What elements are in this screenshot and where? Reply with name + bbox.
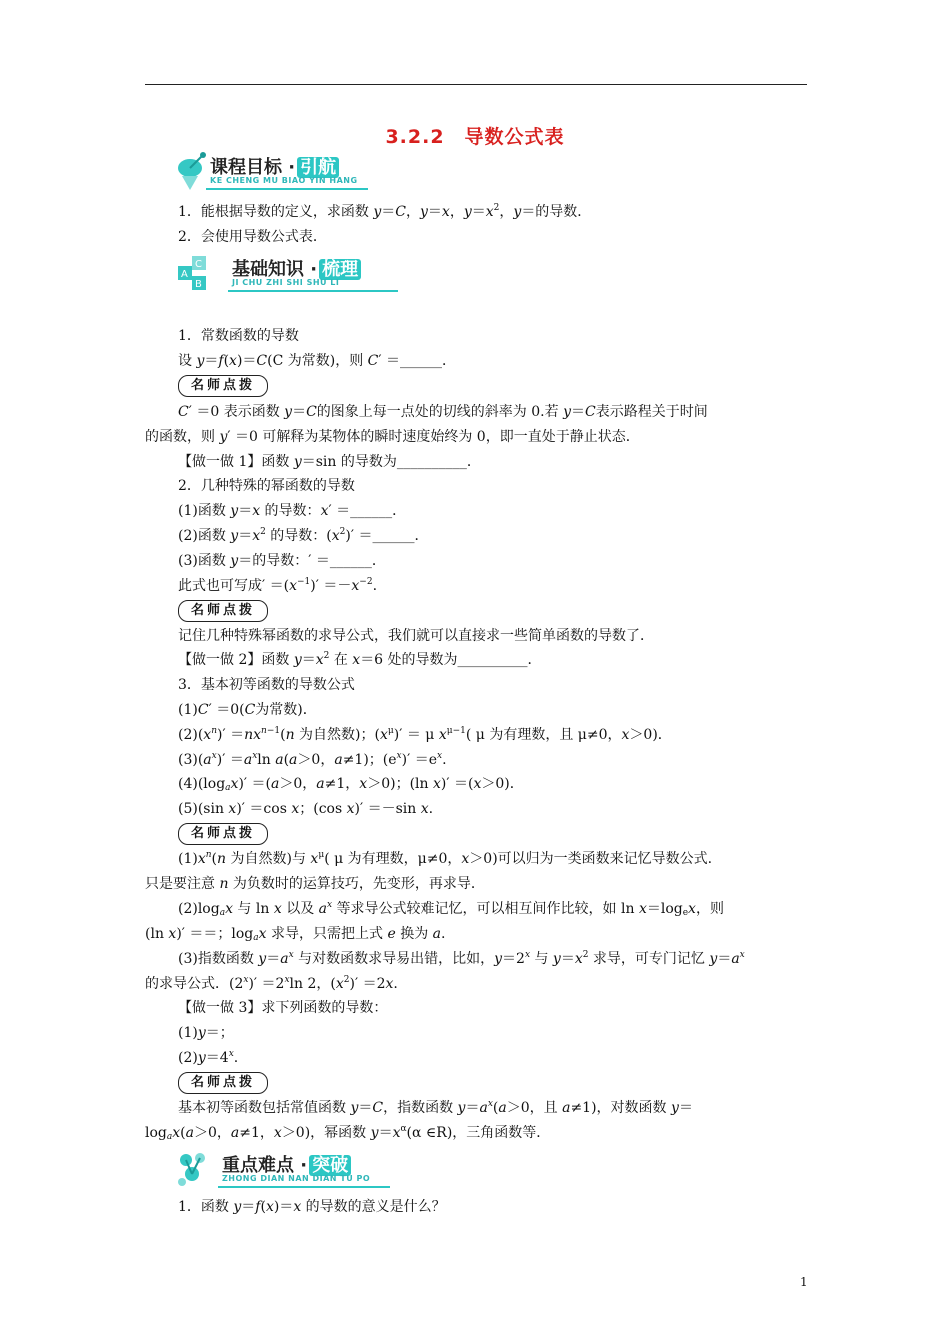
satellite-dish-icon [176,150,210,192]
banner-subtitle: KE CHENG MU BIAO YIN HANG [210,176,358,185]
goal-2: 2．会使用导数公式表． [178,229,327,245]
section-banner-basics [176,252,406,296]
exercise-3-item-1: (1)y＝； [178,1025,234,1041]
tip-3-p1-line-1: $(1)x^n(n$ 为自然数)与 $x^\mu$( μ 为有理数，μ≠0，x＞0)可以归为一类函数来记忆导数公式. [178,850,713,867]
abc-blocks-icon [176,252,210,294]
exercise-3-item-2: $(2)y=4^x$. [178,1049,239,1066]
molecule-icon [176,1148,210,1190]
teacher-tip-badge: 名师点拨 [178,375,268,397]
keypoint-1-question: 1．函数 y＝f(x)＝x 的导数的意义是什么？ [178,1199,446,1215]
formula-4: $(4)(\log_ax)' =(a>0$，a≠1，x＞0)；(ln x)′ ＝(x＞0)． [178,776,524,793]
banner-highlight: 突破 [309,1155,351,1176]
tip-3-p3-line-2: 的求导公式．$(2^x)' =2^x\ln$ 2，$(x^2)' =2x$. [145,975,398,992]
banner-highlight: 梳理 [319,259,361,280]
basic-1-text: 设 y＝f(x)＝C(C 为常数)，则 C′ ＝______． [178,353,457,369]
teacher-tip-badge: 名师点拨 [178,1072,268,1094]
banner-highlight: 引航 [297,157,339,178]
exercise-1: 【做一做 1】函数 y＝sin 的导数为__________． [178,454,481,470]
banner-underline [218,1186,390,1188]
tip-4-line-2: $\log_ax(a>0$，a≠1，x＞0)，幂函数 $y=x^\alpha(\alpha$ ∈R)，三角函数等． [145,1124,551,1142]
goal-1: 1．能根据导数的定义，求函数 y＝C，y＝x，$y=x^2$，y＝的导数． [178,203,592,220]
banner-title: 重点难点 [222,1155,294,1176]
banner-dot: · [310,259,318,280]
tip-1-line-2: 的函数，则 y′ ＝0 可解释为某物体的瞬时速度始终为 0，即一直处于静止状态． [145,429,640,445]
banner-underline [206,188,368,190]
banner-dot: · [300,1155,308,1176]
basic-3-heading: 3．基本初等函数的导数公式 [178,677,355,693]
basic-2-item-1: (1)函数 y＝x 的导数：x′ ＝______． [178,503,407,519]
banner-title: 基础知识 [232,259,304,280]
teacher-tip-badge: 名师点拨 [178,600,268,622]
basic-2-note: 此式也可写成′ $=(x^{-1})' =-x^{-2}$. [178,577,378,594]
svg-text:B: B [195,279,202,290]
formula-2: $(2)(x^n)' =nx^{n-1}(n$ 为自然数)；$(x^\mu)' = \mu$ $x^{\mu-1}$( μ 为有理数，且 μ≠0，x＞0)． [178,726,672,743]
section-banner-goals [176,150,376,194]
header-rule [145,84,807,85]
formula-1: (1)C′ ＝0(C为常数)． [178,702,317,718]
banner-subtitle: JI CHU ZHI SHI SHU LI [232,278,340,287]
tip-3-p2-line-1: $(2)\log_ax$ 与 ln x 以及 $a^x$ 等求导公式较难记忆，可以相互间作比较，如 $\ln x=\log_ex$，则 [178,900,724,918]
svg-text:A: A [181,269,188,280]
banner-title: 课程目标 [210,157,282,178]
tip-3-p3-line-1: (3)指数函数 $y=a^x$ 与对数函数求导易出错，比如，$y=2^x$ 与 $y=x^2$ 求导，可专门记忆 $y=a^x$ [178,950,745,967]
banner-underline [228,290,398,292]
page-title: 3.2.2 导数公式表 [385,126,565,148]
formula-5: (5)(sin x)′ ＝cos x；(cos x)′ ＝－sin x. [178,801,434,817]
tip-3-p2-line-2: (ln x)′ ＝＝；$\log_ax$ 求导，只需把上式 e 换为 a. [145,926,446,943]
exercise-3: 【做一做 3】求下列函数的导数： [178,1000,388,1016]
basic-2-item-3: (3)函数 y＝的导数：′ ＝______． [178,553,386,569]
section-banner-keypoints [176,1148,406,1192]
teacher-tip-badge: 名师点拨 [178,823,268,845]
tip-2: 记住几种特殊幂函数的求导公式，我们就可以直接求一些简单函数的导数了． [178,628,654,644]
svg-text:C: C [195,259,202,270]
exercise-2: 【做一做 2】函数 $y=x^2$ 在 x＝6 处的导数为__________． [178,651,542,668]
tip-4-line-1: 基本初等函数包括常值函数 y＝C，指数函数 $y=a^x(a>0$，且 a≠1)，对数函数 y＝ [178,1099,693,1116]
tip-1-line-1: C′ ＝0 表示函数 y＝C的图象上每一点处的切线的斜率为 0.若 y＝C表示路程关于时间 [178,404,708,420]
basic-1-heading: 1．常数函数的导数 [178,328,299,344]
page-number: 1 [800,1275,808,1289]
formula-3: $(3)(a^x)' =a^x\ln$ a(a＞0，a≠1)；$(e^x)' =e^x$. [178,751,447,768]
basic-2-item-2: (2)函数 $y=x^2$ 的导数：$(x^2)'$ ＝______． [178,527,429,544]
tip-3-p1-line-2: 只是要注意 n 为负数时的运算技巧，先变形，再求导． [145,876,485,892]
basic-2-heading: 2．几种特殊的幂函数的导数 [178,478,355,494]
banner-dot: · [288,157,296,178]
banner-subtitle: ZHONG DIAN NAN DIAN TU PO [222,1174,371,1183]
